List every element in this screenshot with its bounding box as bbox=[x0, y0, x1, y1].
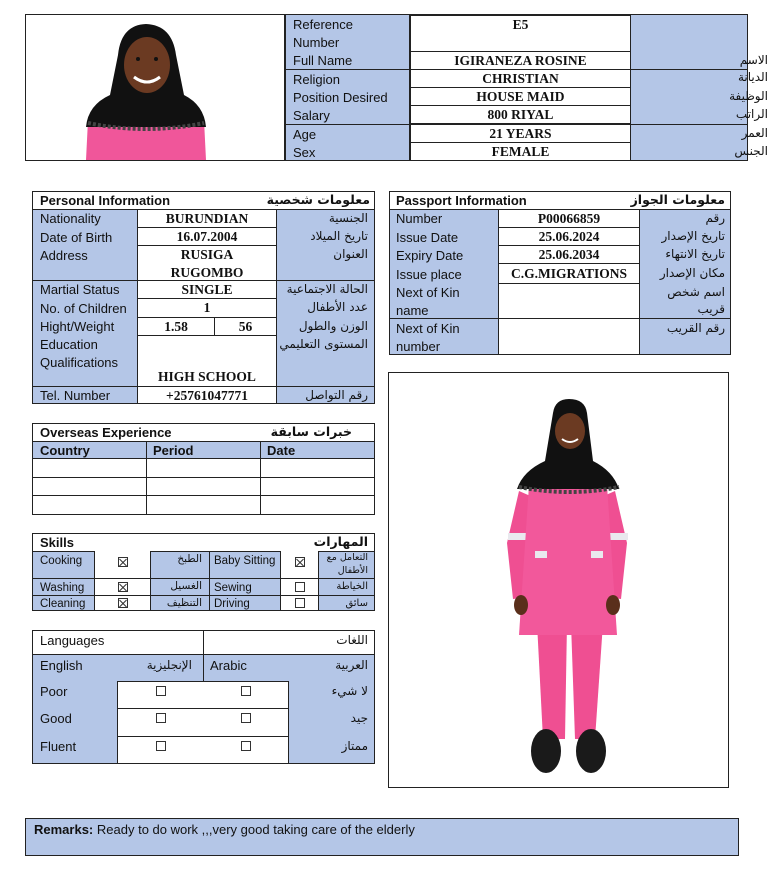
children-value: 1 bbox=[203, 300, 211, 315]
lang-arabic-ar: العربية bbox=[335, 658, 368, 672]
age-label: Age bbox=[293, 127, 317, 142]
lang-english-label: English bbox=[40, 658, 83, 673]
skill-washing-checkbox[interactable] bbox=[118, 582, 128, 592]
issue-date-arabic: تاريخ الإصدار bbox=[661, 229, 725, 243]
languages-title: Languages bbox=[40, 633, 105, 648]
divider bbox=[390, 318, 730, 319]
dob-arabic: تاريخ الميلاد bbox=[310, 229, 368, 243]
children-label: No. of Children bbox=[40, 301, 127, 316]
salary-label: Salary bbox=[293, 108, 330, 123]
english-fluent-checkbox[interactable] bbox=[156, 741, 166, 751]
skill-driving-label: Driving bbox=[214, 598, 250, 610]
address-value: RUSIGA RUGOMBO bbox=[170, 247, 244, 280]
passport-number-value: P00066859 bbox=[537, 211, 601, 226]
salary-arabic: الراتب bbox=[735, 107, 768, 121]
divider bbox=[499, 263, 639, 264]
education-label: Education Qualifications bbox=[40, 337, 119, 370]
salary-value: 800 RIYAL bbox=[487, 107, 554, 122]
education-arabic: المستوى التعليمي bbox=[279, 337, 368, 351]
issue-place-value: C.G.MIGRATIONS bbox=[510, 266, 627, 281]
overseas-col-date: Date bbox=[267, 443, 296, 458]
level-good-label: Good bbox=[40, 711, 72, 726]
expiry-date-value: 25.06.2034 bbox=[538, 247, 600, 262]
nationality-arabic: الجنسية bbox=[328, 211, 368, 225]
divider bbox=[209, 551, 210, 610]
tel-arabic: رقم التواصل bbox=[305, 388, 368, 402]
skill-cleaning-label: Cleaning bbox=[40, 598, 86, 610]
remarks-text: Ready to do work ,,,very good taking care of the elderly bbox=[96, 822, 415, 837]
position-arabic: الوظيفة bbox=[729, 89, 768, 103]
tel-label: Tel. Number bbox=[40, 388, 111, 403]
skill-cooking-label: Cooking bbox=[40, 555, 83, 567]
age-arabic: العمر bbox=[741, 126, 768, 140]
address-arabic: العنوان bbox=[333, 247, 368, 261]
passport-number-label: Number bbox=[396, 211, 443, 226]
divider bbox=[117, 736, 289, 737]
remarks-label: Remarks: bbox=[34, 822, 94, 837]
table-row bbox=[33, 495, 374, 496]
dob-label: Date of Birth bbox=[40, 230, 113, 245]
level-fluent-ar: ممتاز bbox=[341, 739, 368, 753]
sex-label: Sex bbox=[293, 145, 316, 160]
level-poor-label: Poor bbox=[40, 684, 68, 699]
skill-babysitting-ar: التعامل مع الأطفال bbox=[326, 552, 368, 576]
marital-status-label: Martial Status bbox=[40, 282, 120, 297]
tel-value: +25761047771 bbox=[166, 388, 248, 403]
skills-title: Skills bbox=[40, 535, 74, 550]
dob-value: 16.07.2004 bbox=[176, 229, 238, 244]
passport-info-title-ar: معلومات الجواز bbox=[630, 192, 725, 207]
table-row bbox=[33, 477, 374, 478]
arabic-poor-checkbox[interactable] bbox=[241, 686, 251, 696]
skill-babysitting-label: Baby Sitting bbox=[214, 555, 276, 567]
skill-driving-checkbox[interactable] bbox=[295, 598, 305, 608]
skill-sewing-label: Sewing bbox=[214, 582, 252, 594]
height-value: 1.58 bbox=[164, 319, 188, 334]
nationality-value: BURUNDIAN bbox=[165, 211, 249, 226]
skill-washing-ar: الغسيل bbox=[170, 580, 202, 592]
remarks-box bbox=[25, 818, 739, 856]
portrait-photo bbox=[26, 15, 285, 160]
kin-name-label: Next of Kin name bbox=[396, 285, 460, 318]
overseas-title: Overseas Experience bbox=[40, 425, 172, 440]
arabic-fluent-checkbox[interactable] bbox=[241, 741, 251, 751]
level-fluent-label: Fluent bbox=[40, 739, 77, 754]
position-value: HOUSE MAID bbox=[476, 89, 565, 104]
age-value: 21 YEARS bbox=[489, 126, 552, 141]
full-body-photo bbox=[388, 372, 729, 788]
skill-washing-label: Washing bbox=[40, 582, 85, 594]
full-name-value: IGIRANEZA ROSINE bbox=[454, 53, 587, 68]
address-label: Address bbox=[40, 248, 88, 263]
marital-status-arabic: الحالة الاجتماعية bbox=[286, 282, 368, 296]
religion-arabic: الديانة bbox=[737, 70, 768, 84]
languages-title-ar: اللغات bbox=[336, 633, 368, 647]
issue-date-label: Issue Date bbox=[396, 230, 459, 245]
skill-cleaning-checkbox[interactable] bbox=[118, 598, 128, 608]
skill-sewing-checkbox[interactable] bbox=[295, 582, 305, 592]
sex-arabic: الجنس bbox=[734, 144, 768, 158]
kin-name-arabic: اسم شخص قريب bbox=[667, 285, 725, 316]
overseas-title-ar: خبرات سابقة bbox=[270, 424, 352, 439]
english-good-checkbox[interactable] bbox=[156, 713, 166, 723]
kin-number-label: Next of Kin number bbox=[396, 321, 460, 354]
marital-status-value: SINGLE bbox=[181, 282, 233, 297]
position-label: Position Desired bbox=[293, 90, 388, 105]
overseas-col-period: Period bbox=[153, 443, 194, 458]
full-name-arabic: الاسم bbox=[739, 53, 768, 67]
skill-driving-ar: سائق bbox=[345, 598, 368, 609]
weight-value: 56 bbox=[238, 319, 253, 334]
education-value: HIGH SCHOOL bbox=[158, 369, 256, 384]
english-poor-checkbox[interactable] bbox=[156, 686, 166, 696]
skill-cooking-ar: الطبخ bbox=[177, 553, 202, 565]
level-good-ar: جيد bbox=[350, 711, 368, 725]
full-name-label: Full Name bbox=[293, 53, 353, 68]
height-weight-label: Hight/Weight bbox=[40, 319, 115, 334]
expiry-date-arabic: تاريخ الانتهاء bbox=[665, 247, 725, 261]
issue-place-label: Issue place bbox=[396, 267, 462, 282]
kin-number-arabic: رقم القريب bbox=[666, 321, 725, 335]
skills-title-ar: المهارات bbox=[313, 534, 368, 549]
sex-value: FEMALE bbox=[491, 144, 550, 159]
passport-number-arabic: رقم bbox=[705, 211, 725, 225]
skill-babysitting-checkbox[interactable] bbox=[295, 557, 305, 567]
religion-value: CHRISTIAN bbox=[482, 71, 559, 86]
reference-value: E5 bbox=[512, 17, 529, 32]
lang-arabic-label: Arabic bbox=[210, 658, 247, 673]
lang-english-ar: الإنجليزية bbox=[146, 658, 192, 672]
expiry-date-label: Expiry Date bbox=[396, 248, 464, 263]
skill-cleaning-ar: التنظيف bbox=[166, 597, 202, 609]
personal-info-title-ar: معلومات شخصية bbox=[266, 192, 370, 207]
children-arabic: عدد الأطفال bbox=[307, 300, 368, 314]
arabic-good-checkbox[interactable] bbox=[241, 713, 251, 723]
passport-info-title: Passport Information bbox=[396, 193, 527, 208]
religion-label: Religion bbox=[293, 72, 340, 87]
language-level-grid bbox=[117, 681, 289, 764]
nationality-label: Nationality bbox=[40, 211, 101, 226]
skill-cooking-checkbox[interactable] bbox=[118, 557, 128, 567]
divider bbox=[286, 69, 410, 70]
height-weight-arabic: الوزن والطول bbox=[298, 319, 368, 333]
issue-place-arabic: مكان الإصدار bbox=[659, 266, 725, 280]
reference-label: Reference Number bbox=[293, 17, 353, 50]
overseas-col-country: Country bbox=[40, 443, 90, 458]
skill-sewing-ar: الخياطة bbox=[336, 581, 368, 592]
divider bbox=[117, 708, 289, 709]
issue-date-value: 25.06.2024 bbox=[538, 229, 600, 244]
level-poor-ar: لا شيء bbox=[331, 684, 368, 698]
personal-info-title: Personal Information bbox=[40, 193, 171, 208]
